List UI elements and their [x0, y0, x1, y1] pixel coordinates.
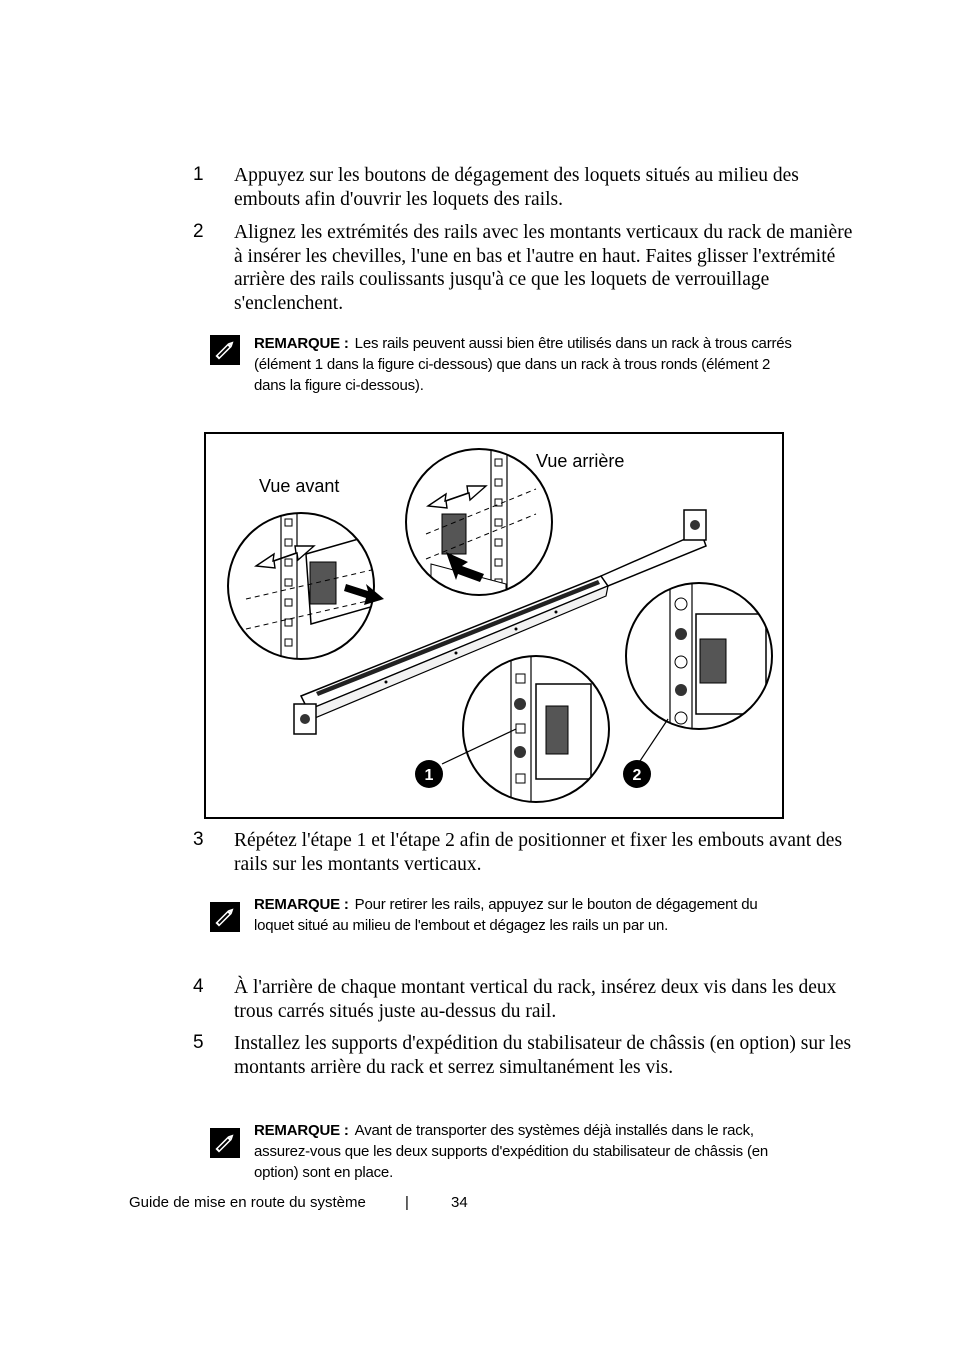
step-text: Appuyez sur les boutons de dégagement des loquets situés au milieu des embouts afin d'ouvrir les loquets des rails. [234, 165, 799, 210]
note-label: REMARQUE : [254, 335, 349, 352]
footer-title: Guide de mise en route du système [129, 1194, 366, 1211]
note-body: Avant de transporter des systèmes déjà installés dans le rack, assurez-vous que les deux supports d'expédition du stabilisateur de châssis (en option) sont en place. [254, 1122, 769, 1181]
step-text: Répétez l'étape 1 et l'étape 2 afin de positionner et fixer les embouts avant des rails sur les montants verticaux. [234, 830, 843, 875]
round-hole-detail [626, 579, 772, 739]
step-text: Alignez les extrémités des rails avec les montants verticaux du rack de manière à insérer les chevilles, l'une en bas et l'autre en haut. Faites glisser l'extrémité arrière des rails coulissants jusqu'à ce que les loquets de verrouillage s'enclenchent. [234, 222, 853, 314]
square-hole-detail [463, 654, 609, 814]
note-pencil-icon [210, 902, 240, 932]
step-number: 1 [193, 164, 204, 185]
rail-installation-figure [204, 432, 784, 819]
note-text [254, 333, 799, 396]
note-pencil-icon [210, 1128, 240, 1158]
note-text [254, 1120, 799, 1183]
note-label: REMARQUE : [254, 896, 349, 913]
footer-separator: | [405, 1194, 409, 1211]
note-body: Pour retirer les rails, appuyez sur le bouton de dégagement du loquet situé au milieu de l'embout et dégagez les rails un par un. [254, 896, 758, 934]
step-number: 4 [193, 976, 204, 997]
step-number: 2 [193, 221, 204, 242]
note-pencil-icon [210, 335, 240, 365]
step-text: Installez les supports d'expédition du stabilisateur de châssis (en option) sur les montants arrière du rack et serrez simultanément les vis. [234, 1033, 852, 1078]
front-view-detail [228, 504, 384, 664]
callout-1-label: 1 [424, 767, 434, 784]
step-number: 5 [193, 1032, 204, 1053]
rail-illustration [206, 434, 782, 817]
note-body: Les rails peuvent aussi bien être utilisés dans un rack à trous carrés (élément 1 dans la figure ci-dessous) que dans un rack à trous ronds (élément 2 dans la figure ci-dessous). [254, 335, 792, 394]
rear-view-label: Vue arrière [536, 451, 625, 471]
front-view-label: Vue avant [259, 476, 340, 496]
callout-2-label: 2 [632, 767, 642, 784]
note-label: REMARQUE : [254, 1122, 349, 1139]
callout-1-badge [415, 760, 443, 788]
step-number: 3 [193, 829, 204, 850]
step-text: À l'arrière de chaque montant vertical du rack, insérez deux vis dans les deux trous carrés situés juste au-dessus du rail. [234, 977, 837, 1022]
note-text [254, 894, 799, 936]
page-number: 34 [451, 1194, 468, 1211]
rear-view-detail [406, 444, 552, 604]
callout-2-badge [623, 760, 651, 788]
